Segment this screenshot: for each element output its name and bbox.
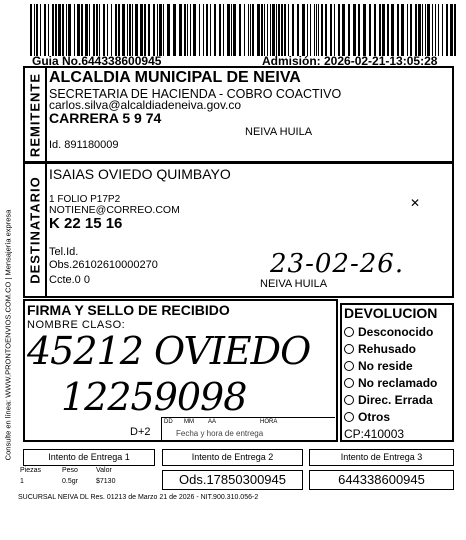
barcode-bar (74, 4, 75, 56)
barcode-bar (267, 4, 268, 56)
barcode-bar (52, 4, 54, 56)
barcode-bar (81, 4, 83, 56)
barcode (30, 4, 460, 56)
barcode-bar (34, 4, 35, 56)
barcode-bar (379, 4, 381, 56)
barcode-bar (163, 4, 164, 56)
guia-number-box: 644338600945 (309, 470, 454, 490)
devolucion-title: DEVOLUCION (344, 305, 438, 321)
barcode-bar (261, 4, 263, 56)
barcode-bar (358, 4, 360, 56)
barcode-bar (179, 4, 182, 56)
barcode-bar (435, 4, 436, 56)
radio-icon[interactable] (344, 378, 354, 388)
devolucion-option-label: No reside (358, 358, 413, 373)
barcode-bar (127, 4, 128, 56)
firma-title: FIRMA Y SELLO DE RECIBIDO (27, 302, 230, 318)
radio-icon[interactable] (344, 395, 354, 405)
nombre-label: NOMBRE CLASO: (27, 319, 126, 331)
remitente-name: ALCALDIA MUNICIPAL DE NEIVA (49, 69, 301, 86)
devolucion-option-label: Direc. Errada (358, 392, 433, 407)
barcode-bar (85, 4, 88, 56)
devolucion-option-label: Desconocido (358, 324, 434, 339)
barcode-bar (374, 4, 376, 56)
barcode-bar (427, 4, 430, 56)
aa-label: AA (208, 419, 217, 425)
devolucion-option[interactable] (344, 391, 437, 408)
barcode-bar (348, 4, 350, 56)
barcode-bar (233, 4, 236, 56)
barcode-bar (297, 4, 299, 56)
barcode-bar (415, 4, 417, 56)
barcode-bar (44, 4, 46, 56)
barcode-bar (184, 4, 186, 56)
dd-label: DD (164, 419, 173, 425)
mm-label: MM (184, 419, 194, 425)
barcode-bar (432, 4, 433, 56)
destinatario-name: ISAIAS OVIEDO QUIMBAYO (49, 166, 231, 182)
barcode-bar (334, 4, 335, 56)
barcode-bar (214, 4, 216, 56)
destinatario-line1: 1 FOLIO P17P2 (49, 194, 121, 205)
remitente-id: Id. 891180009 (49, 139, 119, 151)
barcode-bar (203, 4, 204, 56)
barcode-bar (96, 4, 98, 56)
barcode-bar (148, 4, 150, 56)
intento-3: Intento de Entrega 3 (309, 449, 454, 466)
barcode-bar (446, 4, 448, 56)
barcode-bar (278, 4, 280, 56)
barcode-bar (62, 4, 64, 56)
barcode-bar (442, 4, 443, 56)
barcode-bar (140, 4, 143, 56)
devolucion-option[interactable] (344, 408, 437, 425)
firma-box (23, 299, 338, 442)
remitente-address: CARRERA 5 9 74 (49, 110, 162, 126)
barcode-bar (190, 4, 191, 56)
barcode-bar (173, 4, 176, 56)
barcode-bar (248, 4, 249, 56)
barcode-bar (129, 4, 131, 56)
destinatario-label: DESTINATARIO (25, 164, 47, 296)
remitente-email: carlos.silva@alcaldiadeneiva.gov.co (49, 98, 242, 112)
fecha-hora-box (161, 417, 335, 441)
barcode-bar (321, 4, 323, 56)
remitente-label: REMITENTE (25, 68, 47, 161)
barcode-bar (382, 4, 385, 56)
intento-2: Intento de Entrega 2 (162, 449, 303, 466)
piezas-value: 1 (20, 478, 24, 485)
barcode-bar (325, 4, 327, 56)
barcode-bar (231, 4, 232, 56)
pen-mark: ✕ (410, 196, 421, 210)
barcode-bar (48, 4, 49, 56)
barcode-bar (55, 4, 57, 56)
barcode-bar (206, 4, 208, 56)
barcode-bar (58, 4, 61, 56)
destinatario-ccte: Ccte.0 0 (49, 274, 90, 286)
barcode-bar (144, 4, 146, 56)
devolucion-list (344, 323, 437, 425)
destinatario-obs: Obs.26102610000270 (49, 259, 158, 271)
barcode-bar (153, 4, 155, 56)
barcode-bar (422, 4, 423, 56)
fecha-label: Fecha y hora de entrega (176, 429, 264, 438)
remitente-box (23, 66, 454, 163)
destinatario-box (23, 162, 454, 298)
signature-line1: 45212 OVIEDO (27, 329, 311, 373)
peso-value: 0.5gr (62, 478, 78, 485)
barcode-bar (450, 4, 453, 56)
barcode-bar (401, 4, 404, 56)
remitente-city: NEIVA HUILA (245, 126, 313, 138)
barcode-bar (397, 4, 399, 56)
devolucion-option[interactable] (344, 357, 437, 374)
barcode-bar (187, 4, 188, 56)
barcode-bar (210, 4, 211, 56)
barcode-bar (454, 4, 456, 56)
barcode-bar (342, 4, 345, 56)
piezas-table (18, 466, 160, 492)
barcode-bar (387, 4, 389, 56)
barcode-bar (418, 4, 421, 56)
barcode-bar (219, 4, 221, 56)
delivery-date-handwritten: 23-02-26. (270, 249, 405, 279)
barcode-bar (40, 4, 41, 56)
destinatario-city: NEIVA HUILA (260, 278, 328, 290)
barcode-bar (292, 4, 294, 56)
barcode-bar (115, 4, 117, 56)
barcode-bar (66, 4, 67, 56)
barcode-bar (264, 4, 265, 56)
barcode-bar (122, 4, 125, 56)
admision-timestamp: Admisión: 2026-02-21-13:05:28 (262, 54, 438, 68)
barcode-bar (167, 4, 170, 56)
barcode-bar (118, 4, 120, 56)
barcode-bar (410, 4, 412, 56)
devolucion-option[interactable] (344, 340, 437, 357)
barcode-bar (369, 4, 371, 56)
barcode-bar (425, 4, 426, 56)
barcode-bar (276, 4, 277, 56)
barcode-bar (281, 4, 283, 56)
barcode-bar (407, 4, 408, 56)
barcode-bar (103, 4, 105, 56)
hora-label: HORA (260, 419, 278, 425)
footer-text: SUCURSAL NEIVA DL Res. 01213 de Marzo 21 de 2026 - NIT.900.310.056-2 (18, 494, 259, 501)
barcode-bar (89, 4, 90, 56)
barcode-bar (314, 4, 315, 56)
destinatario-address: K 22 15 16 (49, 215, 123, 232)
signature-line2: 12259098 (61, 375, 247, 419)
radio-icon[interactable] (344, 344, 354, 354)
destinatario-tel: Tel.Id. (49, 246, 79, 258)
piezas-header: Piezas (20, 467, 42, 474)
barcode-bar (239, 4, 241, 56)
barcode-bar (250, 4, 251, 56)
valor-header: Valor (96, 467, 112, 474)
devolucion-box (340, 303, 454, 442)
barcode-bar (272, 4, 275, 56)
side-note: Consulte en línea: WWW.PRONTOENVIOS.COM.CO | Mensajería expresa (3, 209, 13, 461)
devolucion-option[interactable] (344, 374, 437, 391)
barcode-bar (77, 4, 80, 56)
barcode-bar (330, 4, 332, 56)
destinatario-line2: NOTIENE@CORREO.COM (49, 204, 180, 216)
barcode-bar (307, 4, 308, 56)
barcode-bar (310, 4, 311, 56)
barcode-bar (132, 4, 133, 56)
barcode-bar (363, 4, 366, 56)
radio-icon[interactable] (344, 361, 354, 371)
barcode-bar (270, 4, 271, 56)
barcode-bar (316, 4, 317, 56)
valor-value: $7130 (96, 478, 116, 485)
barcode-bar (353, 4, 356, 56)
devolucion-option[interactable] (344, 323, 437, 340)
barcode-bar (227, 4, 230, 56)
ods-number: Ods.17850300945 (162, 470, 303, 490)
barcode-bar (111, 4, 112, 56)
devolucion-option-label: Rehusado (358, 341, 417, 356)
barcode-bar (288, 4, 289, 56)
barcode-bar (223, 4, 224, 56)
barcode-bar (318, 4, 319, 56)
barcode-bar (257, 4, 260, 56)
barcode-bar (252, 4, 254, 56)
barcode-bar (36, 4, 38, 56)
barcode-bar (93, 4, 95, 56)
barcode-bar (135, 4, 138, 56)
barcode-bar (284, 4, 286, 56)
barcode-bar (159, 4, 162, 56)
intento-1: Intento de Entrega 1 (23, 449, 155, 466)
barcode-bar (30, 4, 32, 56)
devolucion-option-label: No reclamado (358, 375, 438, 390)
devolucion-cp: CP:410003 (344, 427, 405, 441)
devolucion-option-label: Otros (358, 409, 391, 424)
barcode-bar (244, 4, 245, 56)
barcode-bar (438, 4, 439, 56)
barcode-bar (193, 4, 196, 56)
peso-header: Peso (62, 467, 78, 474)
barcode-bar (302, 4, 305, 56)
remitente-dept: SECRETARIA DE HACIENDA - COBRO COACTIVO (49, 87, 342, 101)
guia-number: Guia No.644338600945 (32, 54, 162, 68)
radio-icon[interactable] (344, 412, 354, 422)
barcode-bar (157, 4, 158, 56)
barcode-bar (338, 4, 340, 56)
barcode-bar (99, 4, 100, 56)
d-plus-label: D+2 (130, 426, 151, 438)
radio-icon[interactable] (344, 327, 354, 337)
barcode-bar (391, 4, 394, 56)
barcode-bar (199, 4, 200, 56)
barcode-bar (107, 4, 108, 56)
barcode-bar (68, 4, 71, 56)
